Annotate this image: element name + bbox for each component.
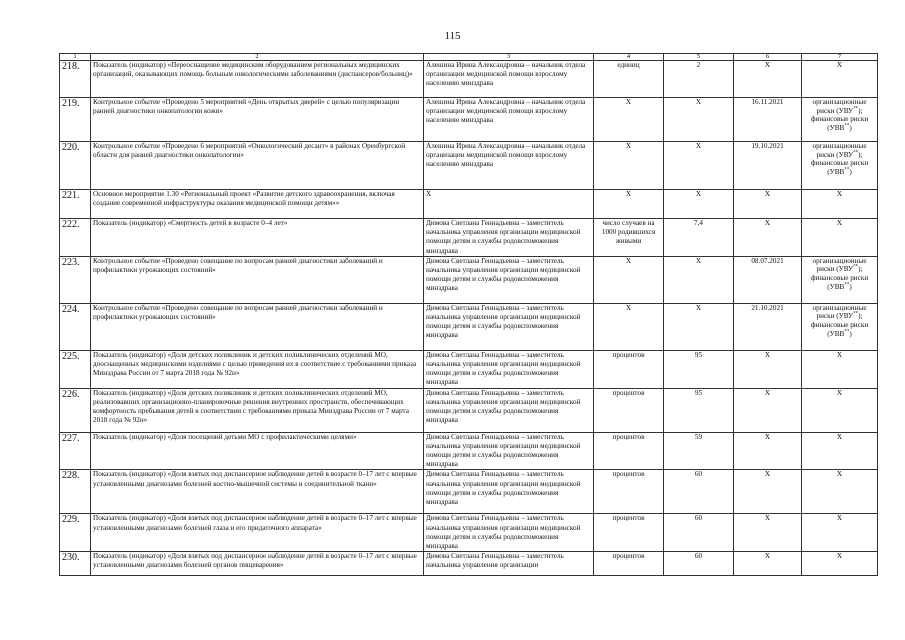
row-date: 21.10.2021 xyxy=(734,303,802,350)
row-description: Показатель (индикатор) «Доля взятых под диспансерное наблюдение детей в возрасте 0–17 лет с впервые установленными диагнозами болезней глаза и его придаточного аппарата» xyxy=(91,514,424,552)
column-header-row xyxy=(60,54,878,61)
row-description: Показатель (индикатор) «Доля взятых под диспансерное наблюдение детей в возрасте 0–17 лет с впервые установленными диагнозами болезней органов пищеварения» xyxy=(91,552,424,576)
row-risks: X xyxy=(802,388,878,432)
row-date: X xyxy=(734,552,802,576)
row-unit: процентов xyxy=(594,388,664,432)
row-value: 95 xyxy=(664,350,734,388)
row-description: Контрольное событие «Проведено 6 мероприятий «Онкологический десант» в районах Оренбургской области для ранней диагностики онкопатологии» xyxy=(91,142,424,190)
row-value: 60 xyxy=(664,552,734,576)
row-risks: организационные риски (УВУ**); финансовые риски (УВВ**) xyxy=(802,303,878,350)
row-number: 218. xyxy=(60,61,91,98)
row-description: Основное мероприятие 1.30 «Региональный проект «Развитие детского здравоохранения, включая создание современной инфраструктуры оказания медицинской помощи детям»» xyxy=(91,190,424,219)
table-row xyxy=(60,303,878,350)
row-risks: X xyxy=(802,552,878,576)
row-description: Контрольное событие «Проведено совещание по вопросам ранней диагностики заболеваний и профилактики угрожающих состояний» xyxy=(91,256,424,303)
row-number: 219. xyxy=(60,98,91,142)
row-description: Показатель (индикатор) «Переоснащение медицинским оборудованием региональных медицинских организаций, оказывающих помощь больным онкологическими заболеваниями (диспансеров/больниц)» xyxy=(91,61,424,98)
row-number: 229. xyxy=(60,514,91,552)
table-row xyxy=(60,98,878,142)
row-number: 223. xyxy=(60,256,91,303)
row-description: Показатель (индикатор) «Доля детских поликлиник и детских поликлинических отделений МО, реализовавших организационно-планировочные решения внутренних пространств, обеспечивающих комфортность пребывания детей в соответствии с требованиями приказа Минздрава России от 7 марта 2018 года № 92н» xyxy=(91,388,424,432)
row-value: X xyxy=(664,142,734,190)
row-unit: число случаев на 1000 родившихся живыми xyxy=(594,219,664,257)
row-date: X xyxy=(734,190,802,219)
table-row xyxy=(60,514,878,552)
row-risks: организационные риски (УВУ**); финансовые риски (УВВ**) xyxy=(802,98,878,142)
row-date: 16.11.2021 xyxy=(734,98,802,142)
row-number: 222. xyxy=(60,219,91,257)
row-risks: X xyxy=(802,432,878,470)
row-description: Показатель (индикатор) «Доля взятых под диспансерное наблюдение детей в возрасте 0–17 лет с впервые установленными диагнозами болезней костно-мышечной системы и соединительной ткани» xyxy=(91,470,424,514)
row-date: X xyxy=(734,432,802,470)
row-responsible: Димова Светлана Геннадьевна – заместитель начальника управления организации медицинской помощи детям и службы родовспоможения минздрава xyxy=(424,303,594,350)
row-unit: X xyxy=(594,303,664,350)
row-value: 2 xyxy=(664,61,734,98)
plan-table xyxy=(59,53,878,576)
row-risks: X xyxy=(802,350,878,388)
row-date: X xyxy=(734,61,802,98)
row-value: X xyxy=(664,190,734,219)
row-number: 226. xyxy=(60,388,91,432)
row-responsible: Алешина Ирина Александровна – начальник отдела организации медицинской помощи взрослому населению минздрава xyxy=(424,61,594,98)
table-row xyxy=(60,552,878,576)
column-header: 6 xyxy=(734,54,802,61)
row-date: X xyxy=(734,470,802,514)
table-row xyxy=(60,256,878,303)
row-description: Показатель (индикатор) «Доля детских поликлиник и детских поликлинических отделений МО, дооснащенных медицинскими изделиями с целью приведения их в соответствие с требованиями приказа Минздрава России от 7 марта 2018 года № 92н» xyxy=(91,350,424,388)
column-header: 4 xyxy=(594,54,664,61)
column-header: 1 xyxy=(60,54,91,61)
row-responsible: Димова Светлана Геннадьевна – заместитель начальника управления организации медицинской помощи детям и службы родовспоможения минздрава xyxy=(424,350,594,388)
row-responsible: Димова Светлана Геннадьевна – заместитель начальника управления организации xyxy=(424,552,594,576)
table-row xyxy=(60,61,878,98)
column-header: 7 xyxy=(802,54,878,61)
row-value: X xyxy=(664,98,734,142)
row-number: 230. xyxy=(60,552,91,576)
row-risks: X xyxy=(802,470,878,514)
row-responsible: Димова Светлана Геннадьевна – заместитель начальника управления организации медицинской помощи детям и службы родовспоможения минздрава xyxy=(424,514,594,552)
row-risks: X xyxy=(802,219,878,257)
row-risks: X xyxy=(802,61,878,98)
row-date: X xyxy=(734,514,802,552)
table-row xyxy=(60,432,878,470)
row-unit: X xyxy=(594,256,664,303)
row-description: Показатель (индикатор) «Доля посещений детьми МО с профилактическими целями» xyxy=(91,432,424,470)
row-responsible: Димова Светлана Геннадьевна – заместитель начальника управления организации медицинской помощи детям и службы родовспоможения минздрава xyxy=(424,470,594,514)
row-responsible: Димова Светлана Геннадьевна – заместитель начальника управления организации медицинской помощи детям и службы родовспоможения минздрава xyxy=(424,432,594,470)
row-unit: процентов xyxy=(594,432,664,470)
row-value: 7,4 xyxy=(664,219,734,257)
row-unit: процентов xyxy=(594,552,664,576)
row-value: X xyxy=(664,303,734,350)
column-header: 2 xyxy=(91,54,424,61)
row-responsible: Димова Светлана Геннадьевна – заместитель начальника управления организации медицинской помощи детям и службы родовспоможения минздрава xyxy=(424,219,594,257)
row-value: 59 xyxy=(664,432,734,470)
table-row xyxy=(60,142,878,190)
row-number: 224. xyxy=(60,303,91,350)
row-number: 227. xyxy=(60,432,91,470)
row-unit: X xyxy=(594,190,664,219)
table-row xyxy=(60,350,878,388)
row-value: 60 xyxy=(664,470,734,514)
row-unit: X xyxy=(594,142,664,190)
row-risks: X xyxy=(802,190,878,219)
row-value: X xyxy=(664,256,734,303)
row-value: 95 xyxy=(664,388,734,432)
row-responsible: Димова Светлана Геннадьевна – заместитель начальника управления организации медицинской помощи детям и службы родовспоможения минздрава xyxy=(424,388,594,432)
row-unit: X xyxy=(594,98,664,142)
row-risks: X xyxy=(802,514,878,552)
row-responsible: Алешина Ирина Александровна – начальник отдела организации медицинской помощи взрослому населению минздрава xyxy=(424,98,594,142)
row-number: 228. xyxy=(60,470,91,514)
row-responsible: Димова Светлана Геннадьевна – заместитель начальника управления организации медицинской помощи детям и службы родовспоможения минздрава xyxy=(424,256,594,303)
row-unit: процентов xyxy=(594,514,664,552)
table-row xyxy=(60,470,878,514)
row-date: X xyxy=(734,388,802,432)
row-description: Контрольное событие «Проведено совещание по вопросам ранней диагностики заболеваний и профилактики угрожающих состояний» xyxy=(91,303,424,350)
column-header: 3 xyxy=(424,54,594,61)
table-row xyxy=(60,190,878,219)
row-date: 19.10.2021 xyxy=(734,142,802,190)
row-date: X xyxy=(734,350,802,388)
row-responsible: Алешина Ирина Александровна – начальник отдела организации медицинской помощи взрослому населению минздрава xyxy=(424,142,594,190)
row-date: 08.07.2021 xyxy=(734,256,802,303)
row-unit: процентов xyxy=(594,350,664,388)
row-responsible: X xyxy=(424,190,594,219)
row-description: Контрольное событие «Проведено 5 мероприятий «День открытых дверей» с целью популяризации ранней диагностики онкопатологии кожи» xyxy=(91,98,424,142)
row-unit: единиц xyxy=(594,61,664,98)
row-description: Показатель (индикатор) «Смертность детей в возрасте 0–4 лет» xyxy=(91,219,424,257)
row-value: 60 xyxy=(664,514,734,552)
column-header: 5 xyxy=(664,54,734,61)
table-row xyxy=(60,388,878,432)
row-number: 221. xyxy=(60,190,91,219)
row-unit: процентов xyxy=(594,470,664,514)
row-date: X xyxy=(734,219,802,257)
row-number: 220. xyxy=(60,142,91,190)
row-risks: организационные риски (УВУ**); финансовые риски (УВВ**) xyxy=(802,142,878,190)
page-number: 115 xyxy=(444,30,461,42)
table-row xyxy=(60,219,878,257)
row-number: 225. xyxy=(60,350,91,388)
row-risks: организационные риски (УВУ**); финансовые риски (УВВ**) xyxy=(802,256,878,303)
